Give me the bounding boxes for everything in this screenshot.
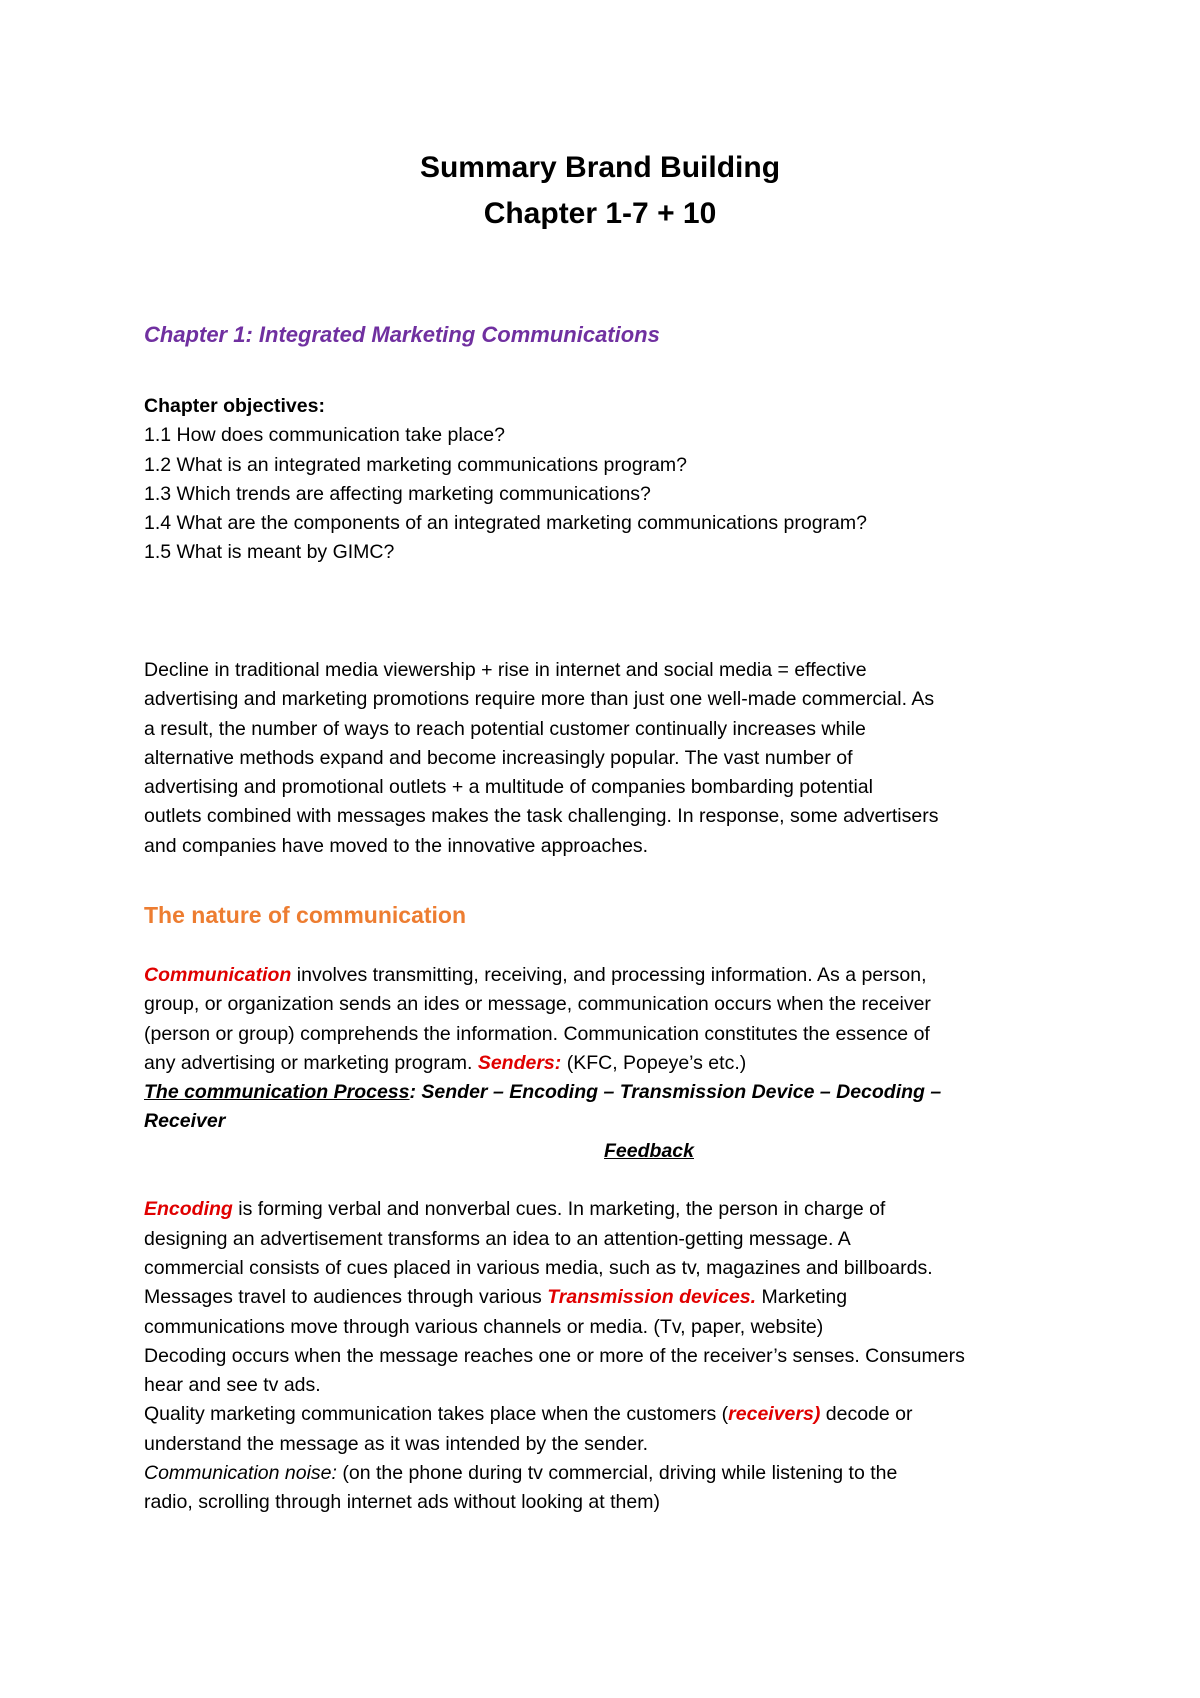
spacer <box>144 1166 1074 1195</box>
chapter-heading: Chapter 1: Integrated Marketing Communications <box>144 322 660 347</box>
objectives-label: Chapter objectives: <box>144 395 325 417</box>
objective-item: 1.5 What is meant by GIMC? <box>144 541 395 564</box>
term-communication-noise: Communication noise: <box>144 1462 337 1485</box>
paragraph-line: (person or group) comprehends the information. Communication constitutes the essence of <box>144 1022 930 1045</box>
line-text: Quality marketing communication takes place when the customers ( <box>144 1403 729 1426</box>
line-text: (KFC, Popeye’s etc.) <box>561 1051 747 1074</box>
paragraph-line <box>144 1459 1074 1488</box>
line-text: is forming verbal and nonverbal cues. In marketing, the person in charge of <box>232 1198 886 1221</box>
paragraph-line: Decline in traditional media viewership + rise in internet and social media = effective <box>144 659 867 681</box>
document-subtitle: Chapter 1-7 + 10 <box>483 197 717 230</box>
communication-section <box>144 961 1074 1518</box>
paragraph-line: designing an advertisement transforms an idea to an attention-getting message. A <box>144 1227 851 1250</box>
objective-item: 1.2 What is an integrated marketing communications program? <box>144 453 688 476</box>
intro-paragraph <box>144 656 1074 861</box>
term-senders: Senders: <box>477 1051 562 1074</box>
paragraph-line <box>144 1283 1074 1312</box>
objectives-block <box>144 392 1074 568</box>
paragraph-line <box>144 1049 1074 1078</box>
line-text: decode or <box>820 1403 913 1426</box>
line-text: (on the phone during tv commercial, driving while listening to the <box>336 1462 898 1485</box>
process-colon: : <box>409 1081 416 1104</box>
paragraph-line: outlets combined with messages makes the task challenging. In response, some advertisers <box>144 805 939 828</box>
process-label: The communication Process <box>144 1081 410 1104</box>
process-line <box>144 1078 1074 1107</box>
paragraph-line: advertising and promotional outlets + a multitude of companies bombarding potential <box>144 776 873 799</box>
paragraph-line: advertising and marketing promotions require more than just one well-made commercial. As <box>144 688 935 711</box>
process-steps: Sender – Encoding – Transmission Device – Decoding – <box>416 1081 942 1104</box>
paragraph-line: alternative methods expand and become increasingly popular. The vast number of <box>144 746 853 769</box>
paragraph-line: Decoding occurs when the message reaches one or more of the receiver’s senses. Consumers <box>144 1344 965 1367</box>
document-title: Summary Brand Building <box>419 151 781 184</box>
objective-item: 1.1 How does communication take place? <box>144 424 505 447</box>
line-text: Messages travel to audiences through various <box>144 1286 548 1309</box>
term-receivers: receivers) <box>728 1403 821 1426</box>
paragraph-line: a result, the number of ways to reach potential customer continually increases while <box>144 717 866 740</box>
line-text: Marketing <box>756 1286 848 1309</box>
paragraph-line: and companies have moved to the innovative approaches. <box>144 834 649 857</box>
paragraph-line <box>144 1400 1074 1429</box>
paragraph-line: group, or organization sends an ides or message, communication occurs when the receiver <box>144 993 931 1016</box>
term-communication: Communication <box>144 964 292 986</box>
term-encoding: Encoding <box>144 1198 233 1221</box>
objective-item: 1.3 Which trends are affecting marketing communications? <box>144 482 651 505</box>
paragraph-line: commercial consists of cues placed in various media, such as tv, magazines and billboards. <box>144 1256 933 1279</box>
paragraph-line: understand the message as it was intended by the sender. <box>144 1432 649 1455</box>
paragraph-line: communications move through various channels or media. (Tv, paper, website) <box>144 1315 824 1338</box>
line-text: involves transmitting, receiving, and processing information. As a person, <box>291 964 927 986</box>
feedback-label: Feedback <box>604 1139 694 1162</box>
paragraph-line: radio, scrolling through internet ads without looking at them) <box>144 1491 660 1514</box>
line-text: any advertising or marketing program. <box>144 1051 478 1074</box>
section-heading: The nature of communication <box>144 902 467 928</box>
paragraph-line: hear and see tv ads. <box>144 1374 321 1397</box>
process-steps-end: Receiver <box>144 1110 226 1133</box>
term-transmission-devices: Transmission devices. <box>547 1286 757 1309</box>
objective-item: 1.4 What are the components of an integrated marketing communications program? <box>144 512 867 535</box>
paragraph-line <box>144 961 1074 990</box>
paragraph-line <box>144 1195 1074 1224</box>
